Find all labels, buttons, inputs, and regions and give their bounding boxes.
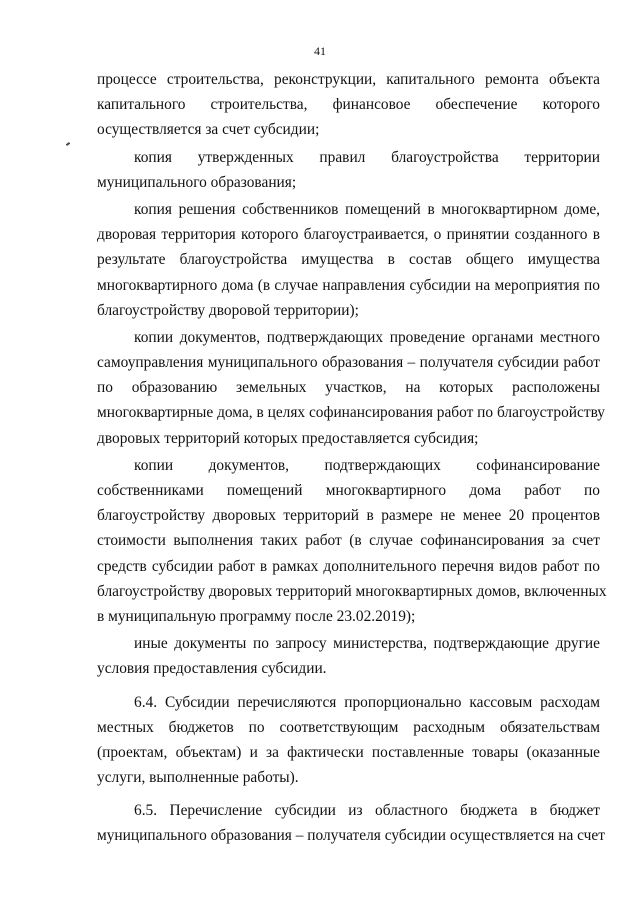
text-line: благоустройству дворовых территорий многоквартирных домов, включенных [97,582,607,600]
paragraph-rules-copy [97,145,600,195]
text-line: условия предоставления субсидии. [97,660,327,678]
text-line: средств субсидии работ в рамках дополнительного перечня видов работ по [97,557,600,575]
text-line: результате благоустройства имущества в состав общего имущества [97,251,600,269]
text-line: многоквартирного дома (в случае направления субсидии на мероприятия по [97,276,600,294]
text-line: копия утвержденных правил благоустройства территории [134,148,600,166]
paragraph-continuation [97,67,600,143]
text-line: (проектам, объектам) и за фактически поставленные товары (оказанные [97,743,600,761]
text-line: осуществляется за счет субсидии; [97,121,320,139]
paragraph-6-5 [97,798,605,848]
text-line: по образованию земельных участков, на которых расположены [97,379,600,397]
scan-mark [66,142,70,146]
paragraph-cofinancing [97,453,607,629]
text-line: иные документы по запросу министерства, подтверждающие другие [134,635,600,653]
text-line: собственниками помещений многоквартирного дома работ по [97,482,600,499]
text-line: дворовая территория которого благоустраивается, о принятии созданного в [97,226,600,244]
text-line: 6.5. Перечисление субсидии из областного бюджета в бюджет [134,802,600,820]
text-line: благоустройству дворовой территории); [97,301,359,319]
text-line: самоуправления муниципального образования – получателя субсидии работ [97,354,600,372]
text-line: 6.4. Субсидии перечисляются пропорционально кассовым расходам [134,693,600,711]
paragraph-6-4 [97,690,600,791]
text-line: копии документов, подтверждающих софинансирование [134,456,600,474]
text-line: стоимости выполнения таких работ (в случае софинансирования за счет [97,532,600,550]
text-line: муниципального образования – получателя субсидии осуществляется на счет [97,827,605,845]
paragraph-owners-decision [97,197,600,323]
page-number: 41 [314,44,326,58]
text-line: в муниципальную программу после 23.02.2019); [97,607,416,625]
paragraph-other-documents [97,631,600,681]
text-line: копия решения собственников помещений в многоквартирном доме, [134,200,600,218]
text-line: благоустройству дворовых территорий в размере не менее 20 процентов [97,507,600,525]
paragraph-land-plots [97,325,606,451]
text-line: дворовых территорий которых предоставляется субсидия; [97,429,479,447]
text-line: процессе строительства, реконструкции, капитального ремонта объекта [97,71,600,88]
body-text [97,67,607,849]
text-line: муниципального образования; [97,173,297,191]
text-line: местных бюджетов по соответствующим расходным обязательствам [97,718,600,736]
text-line: многоквартирные дома, в целях софинансирования работ по благоустройству [97,404,606,422]
text-line: капитального строительства, финансовое обеспечение которого [97,96,600,114]
text-line: копии документов, подтверждающих проведение органами местного [134,328,600,346]
text-line: услуги, выполненные работы). [97,769,299,787]
